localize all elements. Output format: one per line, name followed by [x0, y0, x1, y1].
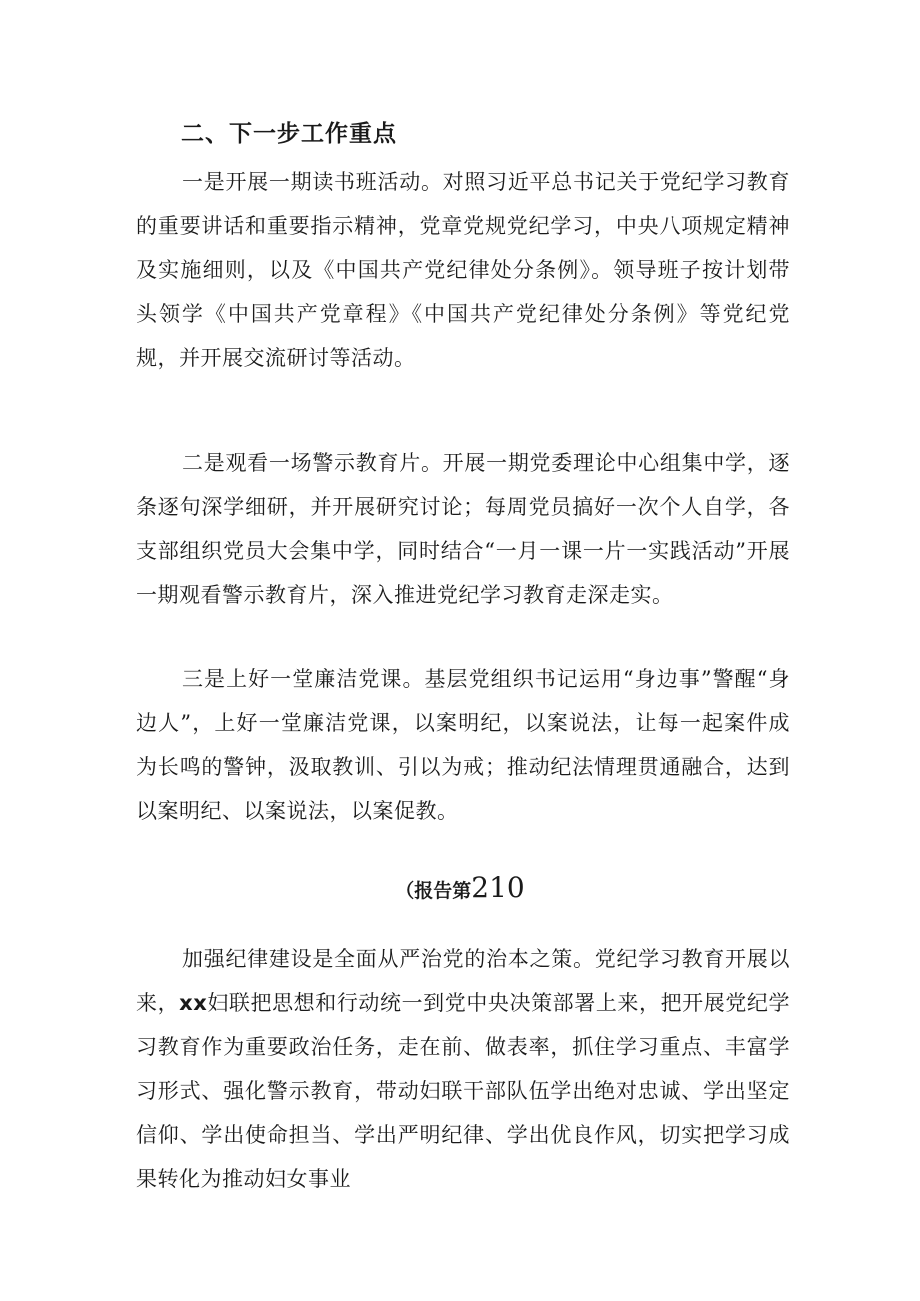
report-heading-prefix: （报告第: [395, 880, 472, 902]
paragraph-integrity-lesson: 三是上好一堂廉洁党课。基层党组织书记运用“身边事”警醒“身边人”，上好一堂廉洁党课，以案明纪，以案说法，让每一起案件成为长鸣的警钟，汲取教训、引以为戒；推动纪法情理贯通融合，达到以案明纪、以案说法，以案促教。: [136, 667, 790, 823]
paragraph-discipline-building: [136, 937, 790, 1201]
report-heading-number: 210: [471, 871, 525, 904]
paragraph-warning-film: 二是观看一场警示教育片。开展一期党委理论中心组集中学，逐条逐句深学细研，并开展研究讨论；每周党员搞好一次个人自学，各支部组织党员大会集中学，同时结合“一月一课一片一实践活动”开展一期观看警示教育片，深入推进党纪学习教育走深走实。: [136, 451, 790, 607]
section-heading: 二、下一步工作重点: [181, 121, 397, 147]
paragraph-reading-class: 一是开展一期读书班活动。对照习近平总书记关于党纪学习教育的重要讲话和重要指示精神，党章党规党纪学习，中央八项规定精神及实施细则，以及《中国共产党纪律处分条例》。领导班子按计划带头领学《中国共产党章程》《中国共产党纪律处分条例》等党纪党规，并开展交流研讨等活动。: [136, 170, 790, 370]
final-paragraph-org: xx: [179, 991, 208, 1015]
report-heading: [0, 866, 920, 914]
final-paragraph-rest: 妇联把思想和行动统一到党中央决策部署上来，把开展党纪学习教育作为重要政治任务，走在前、做表率，抓住学习重点、丰富学习形式、强化警示教育，带动妇联干部队伍学出绝对忠诚、学出坚定信仰、学出使命担当、学出严明纪律、学出优良作风，切实把学习成果转化为推动妇女事业: [136, 991, 791, 1191]
final-paragraph-prefix: 加强纪律建设是全面从严治党的治本之策。党纪学习教育开展以来，: [136, 947, 790, 1015]
